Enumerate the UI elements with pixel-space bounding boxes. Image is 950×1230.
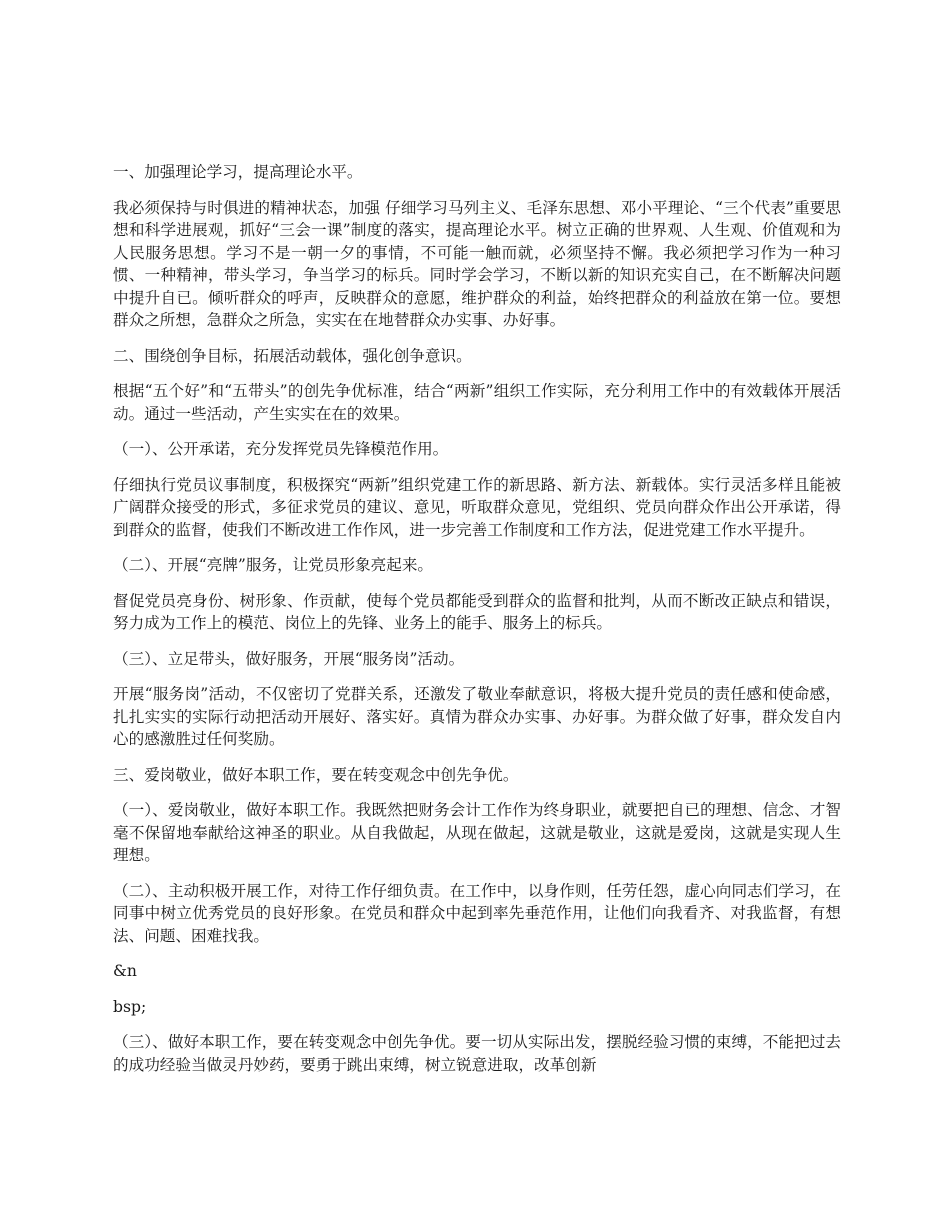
section-heading-1: 一、加强理论学习，提高理论水平。 [113, 163, 363, 181]
subsection-heading-2-3: （三）、立足带头，做好服务，开展“服务岗”活动。 [113, 649, 465, 668]
paragraph-public-commitment: 仔细执行党员议事制度，积极探究“两新”组织党建工作的新思路、新方法、新载体。实行灵活多样且能被广阔群众接受的形式，多征求党员的建议、意见，听取群众意见，党组织、党员向群众作出公开承诺，得到群众的监督，使我们不断改进工作作风，进一步完善工作制度和工作方法，促进党建工作水平提升。 [113, 475, 841, 539]
paragraph-fragment-2: bsp; [113, 997, 147, 1016]
paragraph-love-job: （一）、爱岗敬业，做好本职工作。我既然把财务会计工作作为终身职业，就要把自已的理想、信念、才智毫不保留地奉献给这神圣的职业。从自我做起，从现在做起，这就是敬业，这就是爱岗，这就是实现人生理想。 [113, 801, 841, 864]
paragraph-change-mindset: （三）、做好本职工作，要在转变观念中创先争优。要一切从实际出发，摆脱经验习惯的束缚，不能把过去的成功经验当做灵丹妙药，要勇于跳出束缚，树立锐意进取，改革创新 [113, 1033, 841, 1074]
subsection-heading-2-1: （一）、公开承诺，充分发挥党员先锋模范作用。 [113, 440, 449, 458]
paragraph-active-work: （二）、主动积极开展工作，对待工作仔细负责。在工作中，以身作则，任劳任怨，虚心向同志们学习，在同事中树立优秀党员的良好形象。在党员和群众中起到率先垂范作用，让他们向我看齐、对我监督，有想法、问题、困难找我。 [113, 881, 841, 945]
paragraph-fragment-1: &n [113, 962, 137, 980]
paragraph-service-post: 开展“服务岗”活动，不仅密切了党群关系，还激发了敬业奉献意识，将极大提升党员的责任感和使命感，扎扎实实的实际行动把活动开展好、落实好。真情为群众办实事、办好事。为群众做了好事，群众发自内心的感激胜过任何奖励。 [113, 685, 841, 748]
section-heading-2: 二、围绕创争目标，拓展活动载体，强化创争意识。 [113, 346, 472, 365]
subsection-heading-2-2: （二）、开展“亮牌”服务，让党员形象亮起来。 [113, 556, 434, 574]
paragraph-theory-study: 我必须保持与时俱进的精神状态，加强 仔细学习马列主义、毛泽东思想、邓小平理论、“三个代表”重要思想和科学进展观，抓好“三会一课”制度的落实，提高理论水平。树立正确的世界观、人生观、价值观和为人民服务思想。学习不是一朝一夕的事情，不可能一触而就，必须坚持不懈。我必须把学习作为一种习惯、一种精神，带头学习，争当学习的标兵。同时学会学习，不断以新的知识充实自己，在不断解决问题中提升自已。倾听群众的呼声，反映群众的意愿，维护群众的利益，始终把群众的利益放在第一位。要想群众之所想，急群众之所急，实实在在地替群众办实事、办好事。 [113, 198, 841, 329]
document-body [113, 161, 841, 1089]
section-heading-3: 三、爱岗敬业，做好本职工作，要在转变观念中创先争优。 [113, 765, 519, 784]
paragraph-badge-service: 督促党员亮身份、树形象、作贡献，使每个党员都能受到群众的监督和批判，从而不断改正缺点和错误，努力成为工作上的模范、岗位上的先锋、业务上的能手、服务上的标兵。 [113, 591, 841, 632]
paragraph-standards: 根据“五个好”和“五带头”的创先争优标准，结合“两新”组织工作实际，充分利用工作中的有效载体开展活动。通过一些活动，产生实实在在的效果。 [113, 382, 841, 423]
